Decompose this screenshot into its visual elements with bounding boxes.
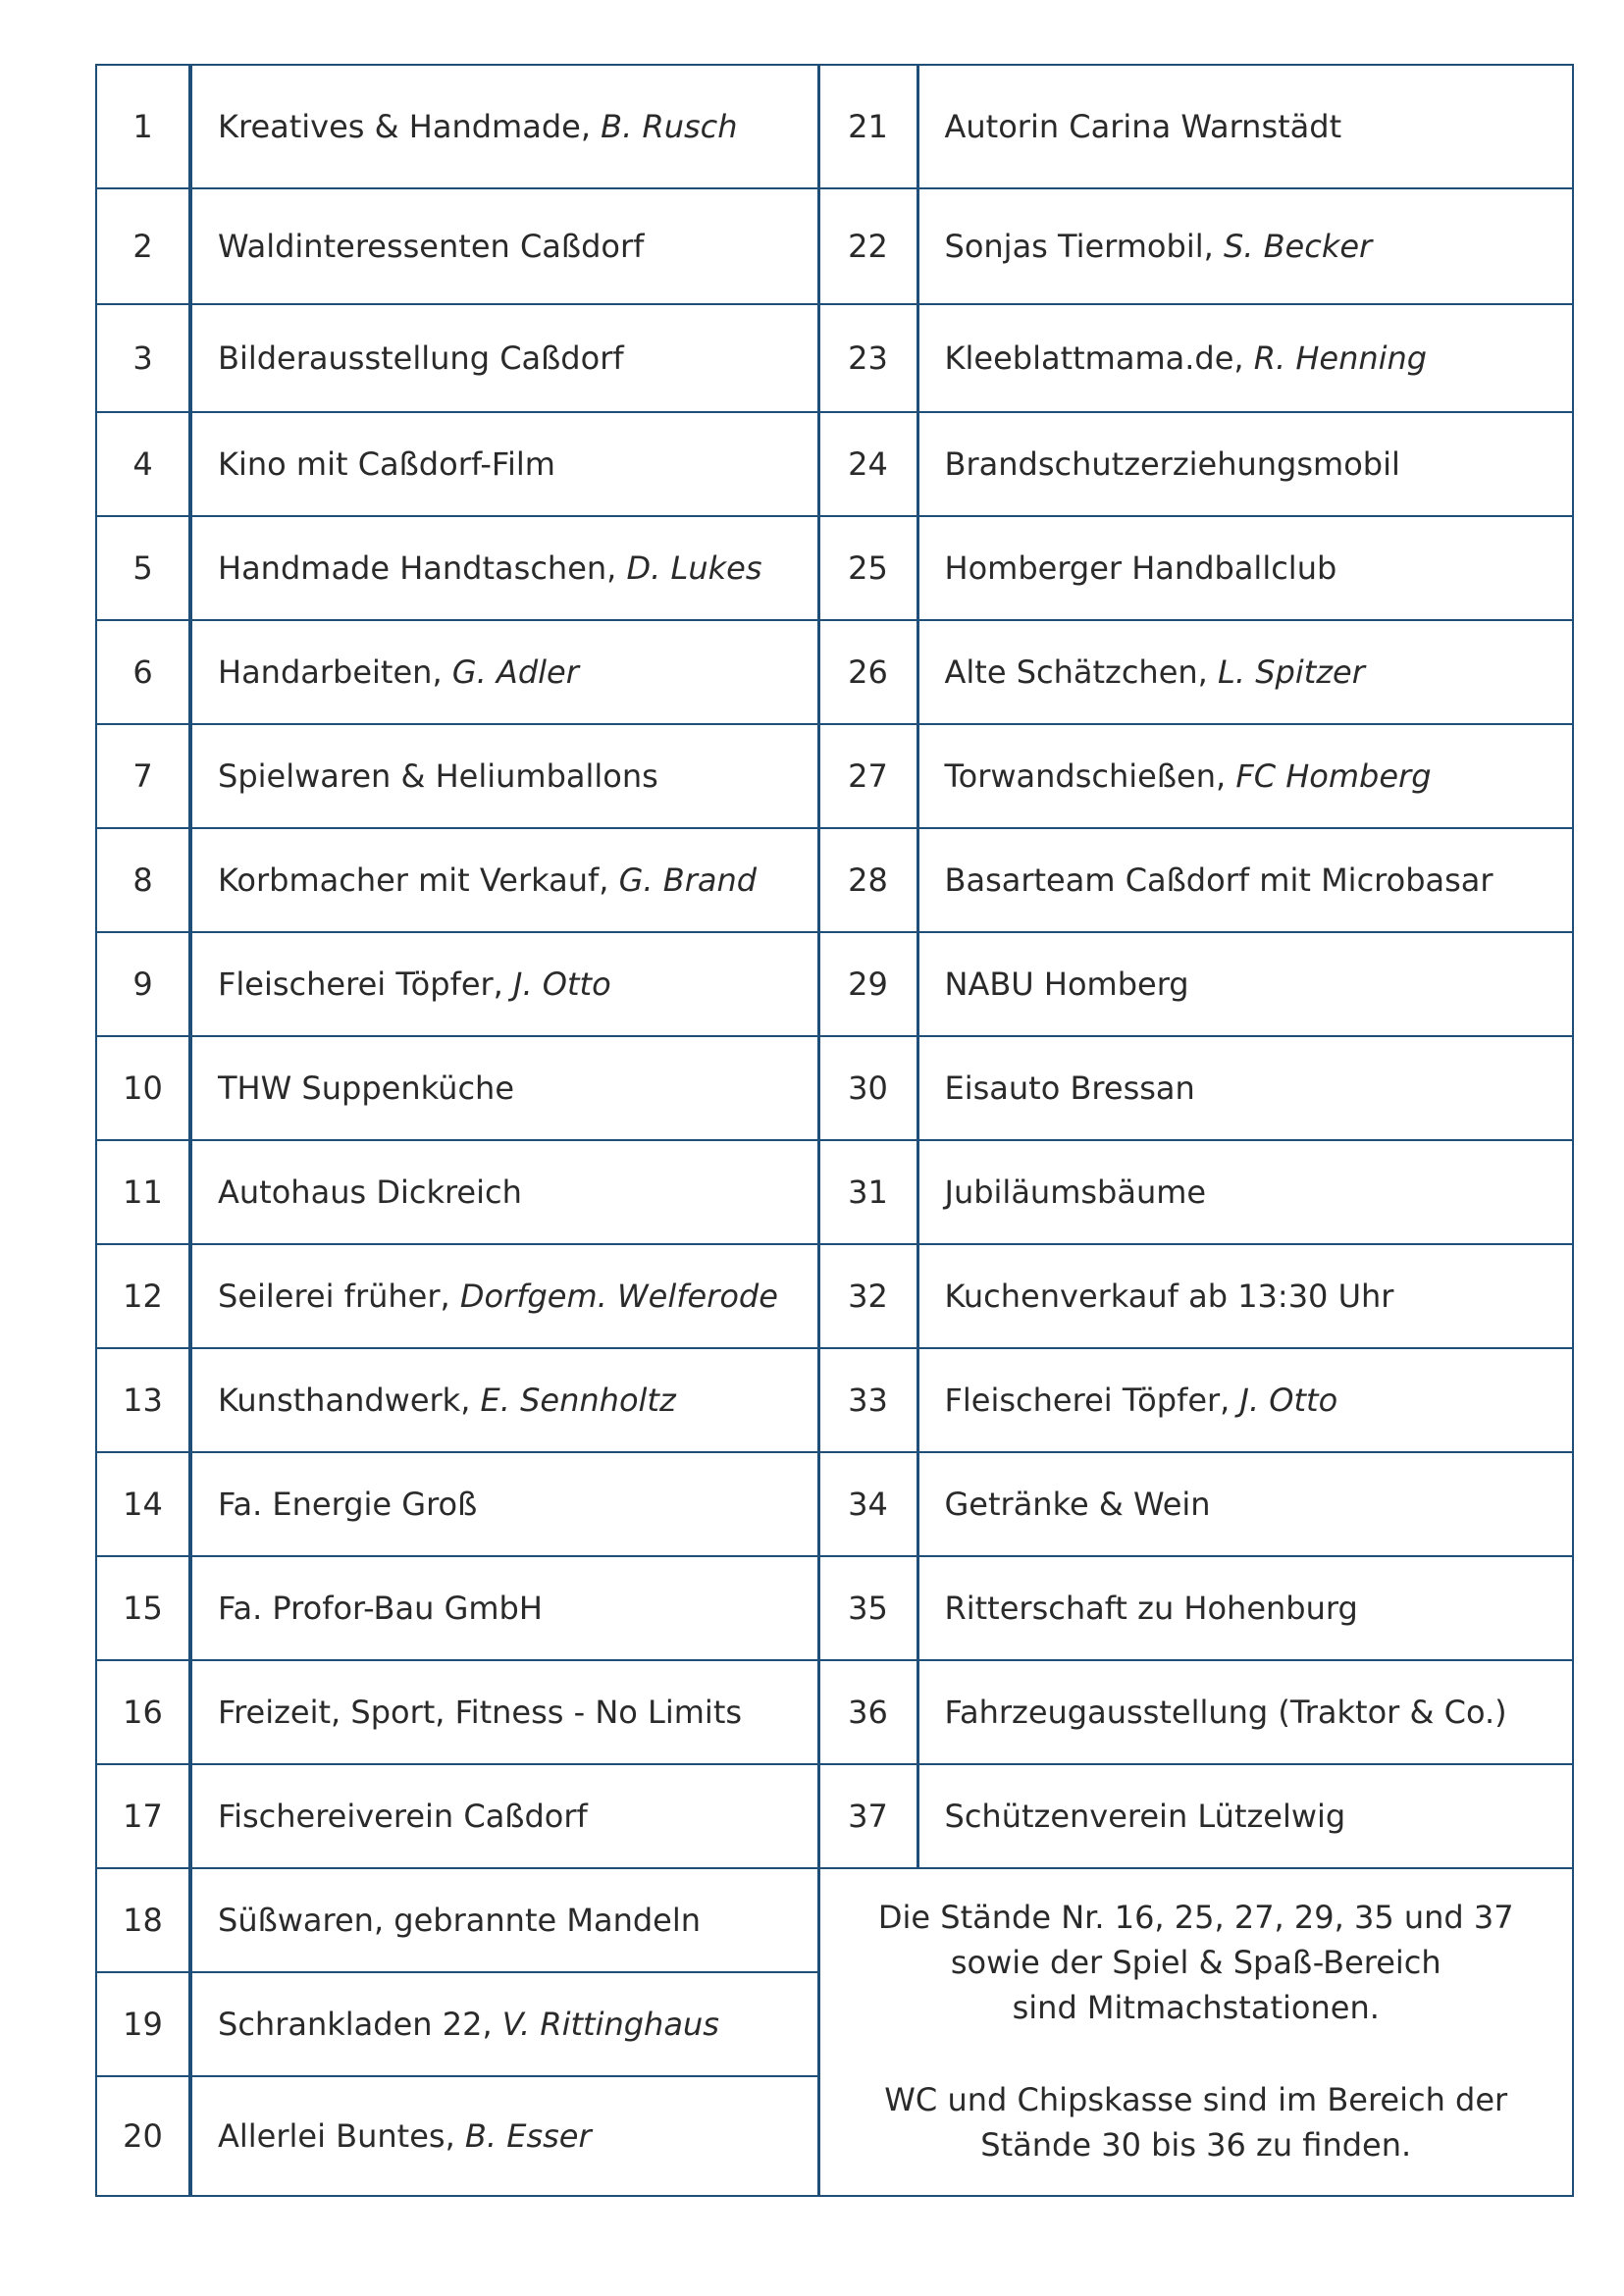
stand-title: Torwandschießen, xyxy=(944,757,1236,795)
stand-number: 27 xyxy=(818,724,917,828)
stand-label xyxy=(917,1140,1573,1244)
note-line: Die Stände Nr. 16, 25, 27, 29, 35 und 37 xyxy=(877,1899,1514,1936)
stand-title: Kleeblattmama.de, xyxy=(944,339,1254,377)
stand-number: 8 xyxy=(96,828,190,932)
stand-label xyxy=(190,828,818,932)
stand-label xyxy=(190,412,818,516)
stand-title: Allerlei Buntes, xyxy=(218,2117,465,2155)
stand-number: 37 xyxy=(818,1764,917,1868)
stand-label xyxy=(917,1244,1573,1348)
stand-number: 31 xyxy=(818,1140,917,1244)
stand-label xyxy=(917,412,1573,516)
stand-label xyxy=(917,932,1573,1036)
stand-number: 6 xyxy=(96,620,190,724)
stand-number: 4 xyxy=(96,412,190,516)
stand-title: Handarbeiten, xyxy=(218,653,452,691)
stand-exhibitor: E. Sennholtz xyxy=(480,1382,676,1419)
stand-label xyxy=(190,304,818,412)
stand-label xyxy=(190,188,818,304)
stand-number: 11 xyxy=(96,1140,190,1244)
stand-label xyxy=(190,1244,818,1348)
stand-label xyxy=(190,1972,818,2076)
table-row xyxy=(96,1556,1573,1660)
stand-title: Kunsthandwerk, xyxy=(218,1382,481,1419)
stand-label xyxy=(190,1556,818,1660)
stand-title: Kino mit Caßdorf-Film xyxy=(218,445,555,483)
stand-label xyxy=(917,65,1573,188)
stand-number: 14 xyxy=(96,1452,190,1556)
stand-label xyxy=(917,1764,1573,1868)
stand-label xyxy=(190,724,818,828)
stand-title: Fleischerei Töpfer, xyxy=(944,1382,1240,1419)
stand-number: 12 xyxy=(96,1244,190,1348)
stand-number: 36 xyxy=(818,1660,917,1764)
stand-title: Bilderausstellung Caßdorf xyxy=(218,339,624,377)
stand-number: 18 xyxy=(96,1868,190,1972)
stand-number: 29 xyxy=(818,932,917,1036)
table-row xyxy=(96,1660,1573,1764)
stand-exhibitor: R. Henning xyxy=(1253,339,1428,377)
stand-label xyxy=(917,1348,1573,1452)
stand-label xyxy=(190,1452,818,1556)
stand-label xyxy=(917,1556,1573,1660)
stand-number: 34 xyxy=(818,1452,917,1556)
table-row xyxy=(96,1140,1573,1244)
stand-exhibitor: L. Spitzer xyxy=(1218,653,1365,691)
table-row xyxy=(96,1452,1573,1556)
stand-title: Ritterschaft zu Hohenburg xyxy=(944,1590,1358,1627)
stand-exhibitor: V. Rittinghaus xyxy=(501,2006,719,2043)
stand-title: Waldinteressenten Caßdorf xyxy=(218,228,645,265)
stand-number: 22 xyxy=(818,188,917,304)
table-row xyxy=(96,412,1573,516)
stand-label xyxy=(190,932,818,1036)
table-row xyxy=(96,1764,1573,1868)
stand-title: Basarteam Caßdorf mit Microbasar xyxy=(944,861,1493,899)
stand-title: Fahrzeugausstellung (Traktor & Co.) xyxy=(944,1694,1507,1731)
table-row xyxy=(96,1036,1573,1140)
stand-title: THW Suppenküche xyxy=(218,1070,514,1107)
stand-label xyxy=(190,1764,818,1868)
stand-number: 16 xyxy=(96,1660,190,1764)
stand-label xyxy=(917,188,1573,304)
stand-title: Fleischerei Töpfer, xyxy=(218,965,514,1003)
note-line: WC und Chipskasse sind im Bereich der xyxy=(884,2081,1508,2118)
note-line: Stände 30 bis 36 zu finden. xyxy=(980,2126,1412,2164)
note-line: sowie der Spiel & Spaß-Bereich xyxy=(950,1944,1441,1981)
stand-number: 2 xyxy=(96,188,190,304)
stand-label xyxy=(190,1140,818,1244)
stand-number: 30 xyxy=(818,1036,917,1140)
stand-title: Schützenverein Lützelwig xyxy=(944,1798,1346,1835)
stand-number: 19 xyxy=(96,1972,190,2076)
stand-number: 28 xyxy=(818,828,917,932)
stand-label xyxy=(917,620,1573,724)
stand-title: Kreatives & Handmade, xyxy=(218,108,602,145)
stand-title: Handmade Handtaschen, xyxy=(218,549,627,587)
table-row xyxy=(96,1244,1573,1348)
stand-title: Alte Schätzchen, xyxy=(944,653,1219,691)
stand-exhibitor: Dorfgem. Welferode xyxy=(459,1278,778,1315)
table-row xyxy=(96,724,1573,828)
stand-title: Homberger Handballclub xyxy=(944,549,1337,587)
stand-label xyxy=(190,1348,818,1452)
stand-exhibitor: J. Otto xyxy=(1239,1382,1338,1419)
stand-number: 9 xyxy=(96,932,190,1036)
stand-label xyxy=(190,2076,818,2196)
stand-number: 15 xyxy=(96,1556,190,1660)
stand-label xyxy=(917,1660,1573,1764)
stand-number: 33 xyxy=(818,1348,917,1452)
stand-title: NABU Homberg xyxy=(944,965,1189,1003)
note-line: sind Mitmachstationen. xyxy=(1012,1989,1380,2026)
stand-number: 25 xyxy=(818,516,917,620)
stand-label xyxy=(917,304,1573,412)
stand-title: Jubiläumsbäume xyxy=(944,1174,1207,1211)
stand-number: 17 xyxy=(96,1764,190,1868)
stand-label xyxy=(917,1036,1573,1140)
stand-exhibitor: S. Becker xyxy=(1223,228,1373,265)
table-row xyxy=(96,932,1573,1036)
stand-number: 1 xyxy=(96,65,190,188)
stand-number: 20 xyxy=(96,2076,190,2196)
stand-number: 13 xyxy=(96,1348,190,1452)
stand-title: Seilerei früher, xyxy=(218,1278,460,1315)
stand-title: Getränke & Wein xyxy=(944,1486,1211,1523)
stand-title: Brandschutzerziehungsmobil xyxy=(944,445,1400,483)
table-row xyxy=(96,516,1573,620)
stand-title: Fa. Profor-Bau GmbH xyxy=(218,1590,543,1627)
stand-exhibitor: G. Adler xyxy=(451,653,579,691)
stand-label xyxy=(190,620,818,724)
stand-exhibitor: B. Esser xyxy=(464,2117,592,2155)
table-row xyxy=(96,620,1573,724)
stand-number: 7 xyxy=(96,724,190,828)
stands-note xyxy=(818,1868,1573,2196)
stand-exhibitor: B. Rusch xyxy=(601,108,738,145)
stand-number: 24 xyxy=(818,412,917,516)
stand-title: Fa. Energie Groß xyxy=(218,1486,478,1523)
stand-label xyxy=(190,1660,818,1764)
stand-number: 23 xyxy=(818,304,917,412)
stand-title: Eisauto Bressan xyxy=(944,1070,1195,1107)
stand-label xyxy=(917,516,1573,620)
stand-title: Freizeit, Sport, Fitness - No Limits xyxy=(218,1694,743,1731)
stand-label xyxy=(190,65,818,188)
stand-number: 5 xyxy=(96,516,190,620)
stand-exhibitor: FC Homberg xyxy=(1235,757,1432,795)
stand-title: Sonjas Tiermobil, xyxy=(944,228,1224,265)
stands-table xyxy=(95,64,1574,2197)
stand-title: Spielwaren & Heliumballons xyxy=(218,757,658,795)
stand-title: Schrankladen 22, xyxy=(218,2006,502,2043)
stand-label xyxy=(190,1868,818,1972)
table-row xyxy=(96,1348,1573,1452)
table-row xyxy=(96,65,1573,188)
stand-label xyxy=(190,1036,818,1140)
stand-number: 26 xyxy=(818,620,917,724)
stand-title: Kuchenverkauf ab 13:30 Uhr xyxy=(944,1278,1394,1315)
table-row xyxy=(96,828,1573,932)
stand-label xyxy=(917,724,1573,828)
stand-exhibitor: J. Otto xyxy=(513,965,611,1003)
stand-label xyxy=(917,1452,1573,1556)
stand-number: 10 xyxy=(96,1036,190,1140)
stand-exhibitor: D. Lukes xyxy=(626,549,762,587)
table-row xyxy=(96,1868,1573,1972)
stand-number: 32 xyxy=(818,1244,917,1348)
stand-label xyxy=(190,516,818,620)
stand-exhibitor: G. Brand xyxy=(618,861,758,899)
stand-number: 35 xyxy=(818,1556,917,1660)
stand-label xyxy=(917,828,1573,932)
stand-title: Süßwaren, gebrannte Mandeln xyxy=(218,1902,702,1939)
stand-number: 3 xyxy=(96,304,190,412)
stand-title: Fischereiverein Caßdorf xyxy=(218,1798,588,1835)
stand-title: Autorin Carina Warnstädt xyxy=(944,108,1342,145)
stand-title: Korbmacher mit Verkauf, xyxy=(218,861,619,899)
stand-title: Autohaus Dickreich xyxy=(218,1174,522,1211)
table-row xyxy=(96,304,1573,412)
table-row xyxy=(96,188,1573,304)
stand-number: 21 xyxy=(818,65,917,188)
